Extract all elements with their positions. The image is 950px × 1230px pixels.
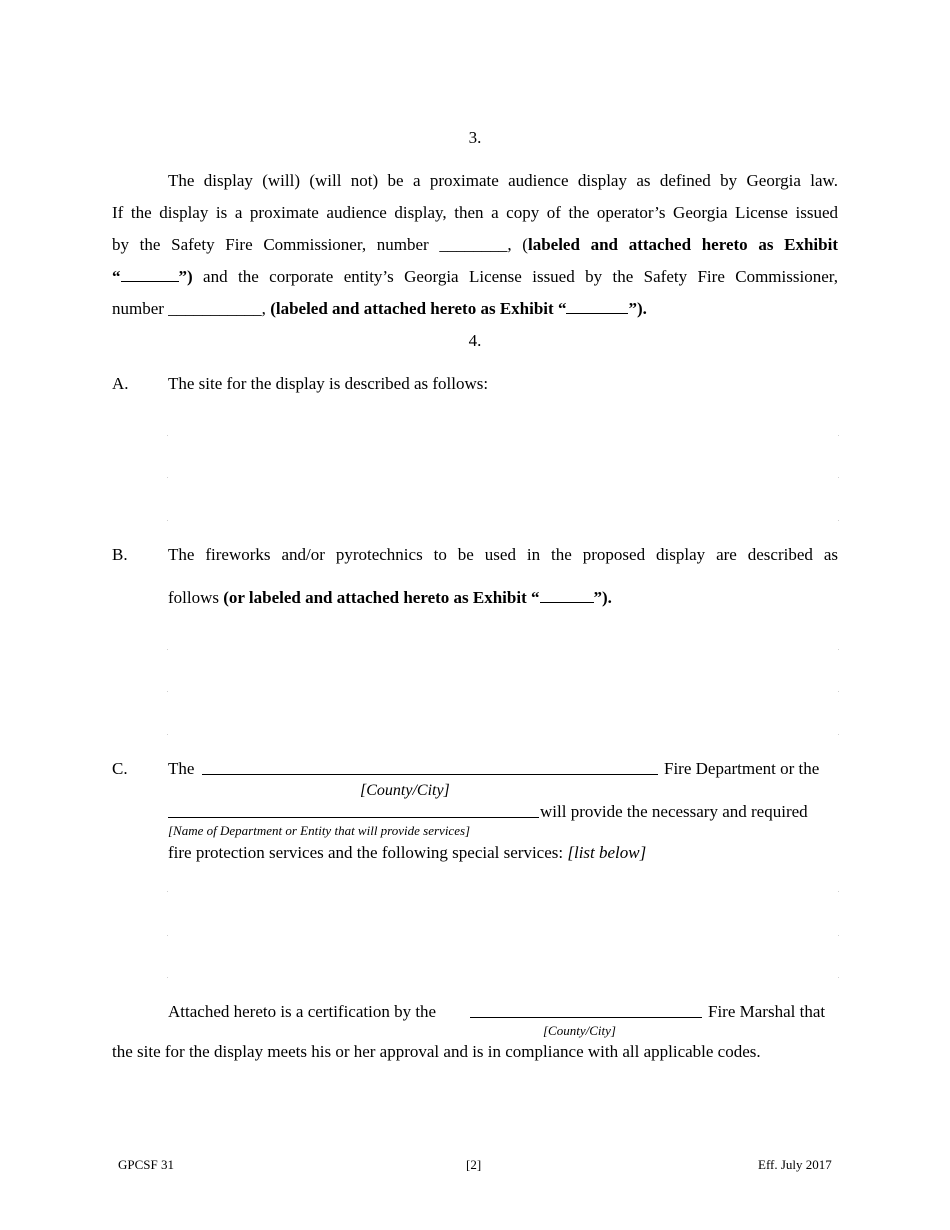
item-b-text-line2 (168, 587, 838, 609)
item-c-label: C. (112, 759, 128, 778)
write-in-line[interactable] (167, 691, 839, 693)
section3-line3 (112, 234, 838, 256)
certification-text: Attached hereto is a certification by the (168, 1002, 437, 1021)
county-city-blank[interactable] (202, 774, 658, 775)
exhibit-label-bold: labeled and attached hereto as Exhibit (527, 235, 838, 254)
section-number-4: 4. (468, 331, 482, 350)
item-c-will-provide: will provide the necessary and required (540, 802, 808, 821)
write-in-line[interactable] (167, 891, 839, 893)
section3-line2: If the display is a proximate audience display, then a copy of the operator’s Georgia License issued (112, 203, 838, 222)
department-name-caption: [Name of Department or Entity that will provide services] (168, 823, 471, 838)
exhibit-blank-2[interactable] (566, 299, 628, 314)
item-c-services (168, 842, 646, 864)
write-in-line[interactable] (167, 734, 839, 736)
department-name-blank[interactable] (168, 817, 539, 818)
county-city-caption: [County/City] (360, 782, 450, 799)
item-b-exhibit-bold: (or labeled and attached hereto as Exhibit “ (223, 588, 540, 607)
write-in-line[interactable] (167, 477, 839, 479)
fire-marshal-blank[interactable] (470, 1017, 702, 1018)
exhibit-quote-close: ”) (178, 267, 193, 286)
item-a-text: The site for the display is described as follows: (168, 374, 489, 393)
write-in-line[interactable] (167, 520, 839, 522)
exhibit-close-2: ”). (628, 299, 647, 318)
item-b-follows: follows (168, 588, 224, 607)
item-c-list-below: [list below] (567, 843, 647, 862)
item-b-exhibit-close: ”). (593, 588, 612, 607)
certification-last-line: the site for the display meets his or her approval and is in compliance with all applicable codes. (112, 1042, 761, 1061)
certification-fire-marshal: Fire Marshal that (708, 1002, 826, 1021)
exhibit-blank-3[interactable] (540, 588, 594, 603)
section3-line5-text: number ___________, (112, 299, 271, 318)
item-c-fire-dept: Fire Department or the (664, 759, 820, 778)
exhibit-quote-open: “ (112, 267, 121, 286)
section3-line3-text: by the Safety Fire Commissioner, number ________, ( (112, 235, 528, 254)
section3-line4-text: and the corporate entity’s Georgia License issued by the Safety Fire Commissioner, (192, 267, 838, 286)
section3-line4 (112, 266, 838, 288)
footer-page-number: [2] (466, 1157, 482, 1172)
item-b-label: B. (112, 545, 128, 564)
section-number-3: 3. (468, 128, 482, 147)
write-in-line[interactable] (167, 977, 839, 979)
item-c-the: The (168, 759, 195, 778)
footer-effective-date: Eff. July 2017 (758, 1157, 832, 1172)
section3-line1: The display (will) (will not) be a proximate audience display as defined by Georgia law. (168, 171, 838, 190)
certification-county-caption: [County/City] (543, 1023, 616, 1038)
exhibit-blank-1[interactable] (121, 267, 179, 282)
section3-line5 (112, 298, 647, 320)
write-in-line[interactable] (167, 435, 839, 437)
footer-form-id: GPCSF 31 (118, 1157, 174, 1172)
item-b-text-line1: The fireworks and/or pyrotechnics to be used in the proposed display are described as (168, 545, 838, 564)
exhibit-label-bold-2: (labeled and attached hereto as Exhibit “ (270, 299, 567, 318)
item-a-label: A. (112, 374, 129, 393)
item-c-services-text: fire protection services and the following special services: (168, 843, 568, 862)
write-in-line[interactable] (167, 935, 839, 937)
write-in-line[interactable] (167, 649, 839, 651)
